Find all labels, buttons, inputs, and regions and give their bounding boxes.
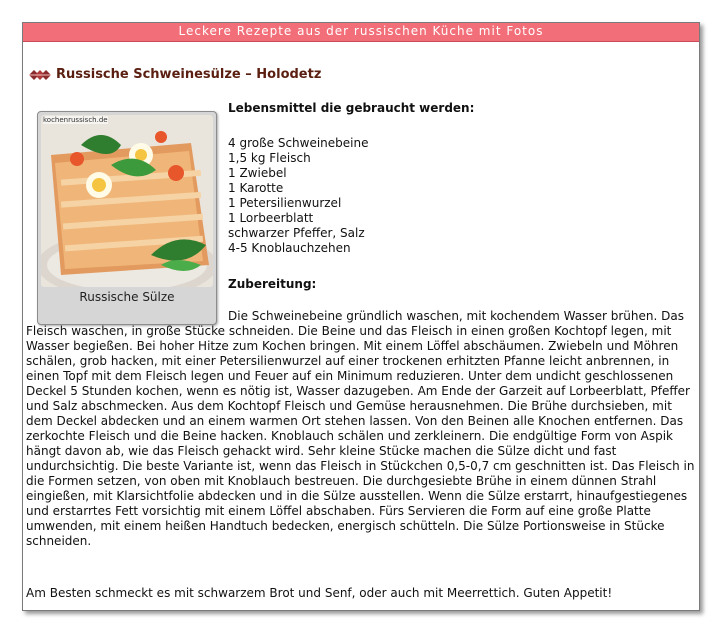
ingredient-item: 1 Petersilienwurzel [228,196,342,210]
ingredients-list [228,136,369,256]
ingredient-item: schwarzer Pfeffer, Salz [228,226,365,240]
photo-caption: Russische Sülze [79,290,175,304]
ingredient-item: 4 große Schweinebeine [228,136,369,150]
recipe-photo [41,115,213,287]
ingredients-heading: Lebensmittel die gebraucht werden: [228,101,475,115]
preparation-text: Die Schweinebeine gründlich waschen, mit kochendem Wasser brühen. Das Fleisch waschen, in große Stücke schneiden. Die Beine und das Fleisch in einen großen Kochtopf legen, mit Wasser begießen. Bei hoher Hitze zum Kochen bringen. Mit einem Löffel abschäumen. Zwiebeln und Möhren schälen, grob hacken, mit einer Petersilienwurzel auf einer trockenen erhitzten Pfanne leicht anbrennen, in einen Topf mit dem Fleisch legen und Feuer auf ein Minimum reduzieren. Unter dem undicht geschlossenen Deckel 5 Stunden kochen, wenn es nötig ist, Wasser dazugeben. Am Ende der Garzeit auf Lorbeerblatt, Pfeffer und Salz abschmecken. Aus dem Kochtopf Fleisch und Gemüse herausnehmen. Die Brühe durchsieben, mit dem Deckel abdecken und an einem warmen Ort stehen lassen. Von den Beinen alle Knochen entfernen. Das zerkochte Fleisch und die Beine hacken. Knoblauch schälen und zerkleinern. Die endgültige Form von Aspik hängt davon ab, wie das Fleisch gehackt wird. Sehr kleine Stücke machen die Sülze dicht und fast undurchsichtig. Die beste Variante ist, wenn das Fleisch in Stückchen 0,5-0,7 cm geschnitten ist. Das Fleisch in die Formen setzen, von oben mit Knoblauch bestreuen. Die durchgesiebte Brühe in einem dünnen Strahl eingießen, mit Klarsichtfolie abdecken und in die Sülze ausstellen. Wenn die Sülze erstarrt, hinaufgestiegenes und erstarrtes Fett vorsichtig mit einem Löffel abschaben. Fürs Servieren die Form auf eine große Platte umwenden, mit einem heißen Handtuch bedecken, energisch schütteln. Die Sülze Portionsweise in Stücke schneiden. [26,309,695,548]
recipe-title: Russische Schweinesülze – Holodetz [56,67,322,82]
ingredient-item: 4-5 Knoblauchzehen [228,241,351,255]
ingredient-item: 1 Lorbeerblatt [228,211,314,225]
preparation-heading: Zubereitung: [228,277,317,291]
closing-text: Am Besten schmeckt es mit schwarzem Brot und Senf, oder auch mit Meerrettich. Guten Appetit! [26,586,613,600]
ingredient-item: 1,5 kg Fleisch [228,151,311,165]
aspic-dish-image [41,115,213,287]
site-banner: Leckere Rezepte aus der russischen Küche mit Fotos [23,23,699,42]
recipe-photo-card [37,111,217,325]
ornament-bullet-icon [29,69,51,81]
ingredient-item: 1 Zwiebel [228,166,287,180]
recipe-title-row [29,67,321,82]
ingredient-item: 1 Karotte [228,181,284,195]
photo-watermark: kochenrussisch.de [43,116,108,124]
content-frame [22,22,700,611]
